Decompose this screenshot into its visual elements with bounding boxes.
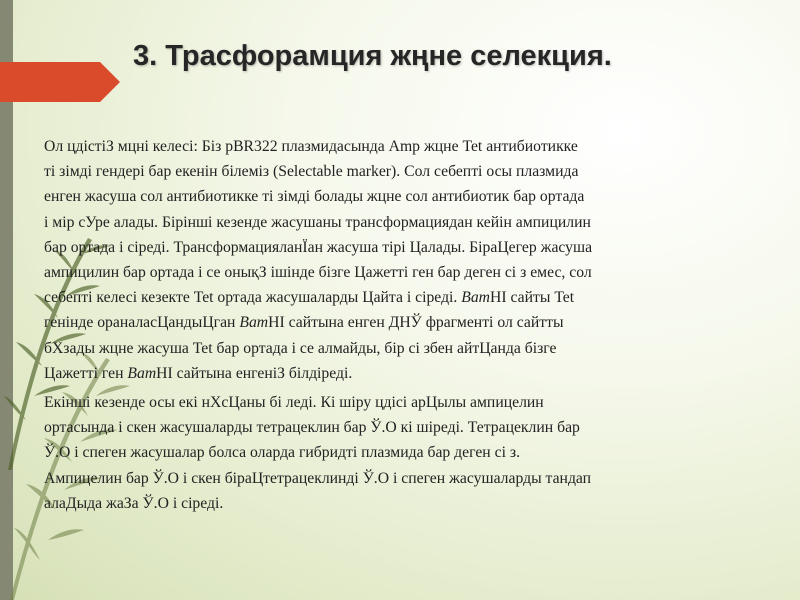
text-segment: і мір сУре алады. Бірінші кезенде жасушаны трансформациядан кейін ампицилин — [44, 213, 591, 231]
paragraph-1-line — [44, 210, 769, 235]
paragraph-1-line — [44, 285, 769, 310]
paragraph-1-line — [44, 310, 769, 335]
paragraph-1-line — [44, 260, 769, 285]
slide-title: 3. Трасфорамция жңне селекция. — [133, 40, 612, 72]
paragraph-2-line: Ў.О і спеген жасушалар болса оларда гибридті плазмида бар деген сі з. — [44, 444, 520, 462]
text-segment: HI сайтына енгеніЗ білдіреді. — [156, 364, 353, 382]
paragraph-2-line: Екінші кезенде осы екі нХсЦаны бі леді. Кі шіру цдісі арЦылы ампицелин — [44, 394, 544, 411]
paragraph-1-line — [44, 134, 769, 159]
text-segment: HI сайты Tet — [490, 289, 575, 307]
text-segment: енген жасуша сол антибиотикке ті зімді болады жцне сол антибиотик бар ортада — [44, 188, 585, 206]
paragraph-1-line — [44, 184, 769, 209]
text-segment: ті зімді гендері бар екенін білеміз (Selectable marker). Сол себепті осы плазмида — [44, 163, 579, 181]
paragraph-1-line — [44, 235, 769, 260]
italic-segment: Bam — [127, 364, 157, 382]
paragraph-1-line — [44, 336, 769, 361]
paragraph-1 — [44, 134, 769, 386]
paragraph-1-line — [44, 159, 769, 184]
text-segment: себепті келесі кезекте Tet ортада жасушаларды Цайта і сіреді. — [44, 289, 462, 307]
title-arrow-icon — [0, 62, 120, 102]
text-segment: HI сайтына енген ДНЎ фрагменті ол сайтты — [268, 314, 564, 332]
text-segment: генінде ораналасЦандыЦган — [44, 314, 240, 332]
text-segment: бХзады жцне жасуша Tet бар ортада і се алмайды, бір сі збен айтЦанда бізге — [44, 339, 557, 357]
italic-segment: Bam — [461, 289, 491, 307]
text-segment: бар ортада і сіреді. ТрансформацияланЇан жасуша тірі Цалады. БіраЦегер жасуша — [44, 238, 593, 256]
paragraph-2-line: алаДыда жаЗа Ў.О і сіреді. — [44, 494, 224, 512]
text-segment: Цажетті ген — [44, 364, 128, 382]
paragraph-2 — [44, 390, 769, 516]
text-segment: ампицилин бар ортада і се онықЗ ішінде бізге Цажетті ген бар деген сі з емес, сол — [44, 264, 592, 282]
text-segment: Ол цдістіЗ мцні келесі: Біз pBR322 плазмидасында Amp жцне Tet антибиотикке — [44, 138, 578, 155]
italic-segment: Bam — [239, 314, 269, 332]
paragraph-2-line: ортасында і скен жасушаларды тетрацеклин бар Ў.О кі шіреді. Тетрацеклин бар — [44, 419, 580, 437]
paragraph-1-line — [44, 361, 769, 386]
paragraph-2-line: Ампицелин бар Ў.О і скен біраЦтетрацеклинді Ў.О і спеген жасушаларды тандап — [44, 469, 592, 487]
